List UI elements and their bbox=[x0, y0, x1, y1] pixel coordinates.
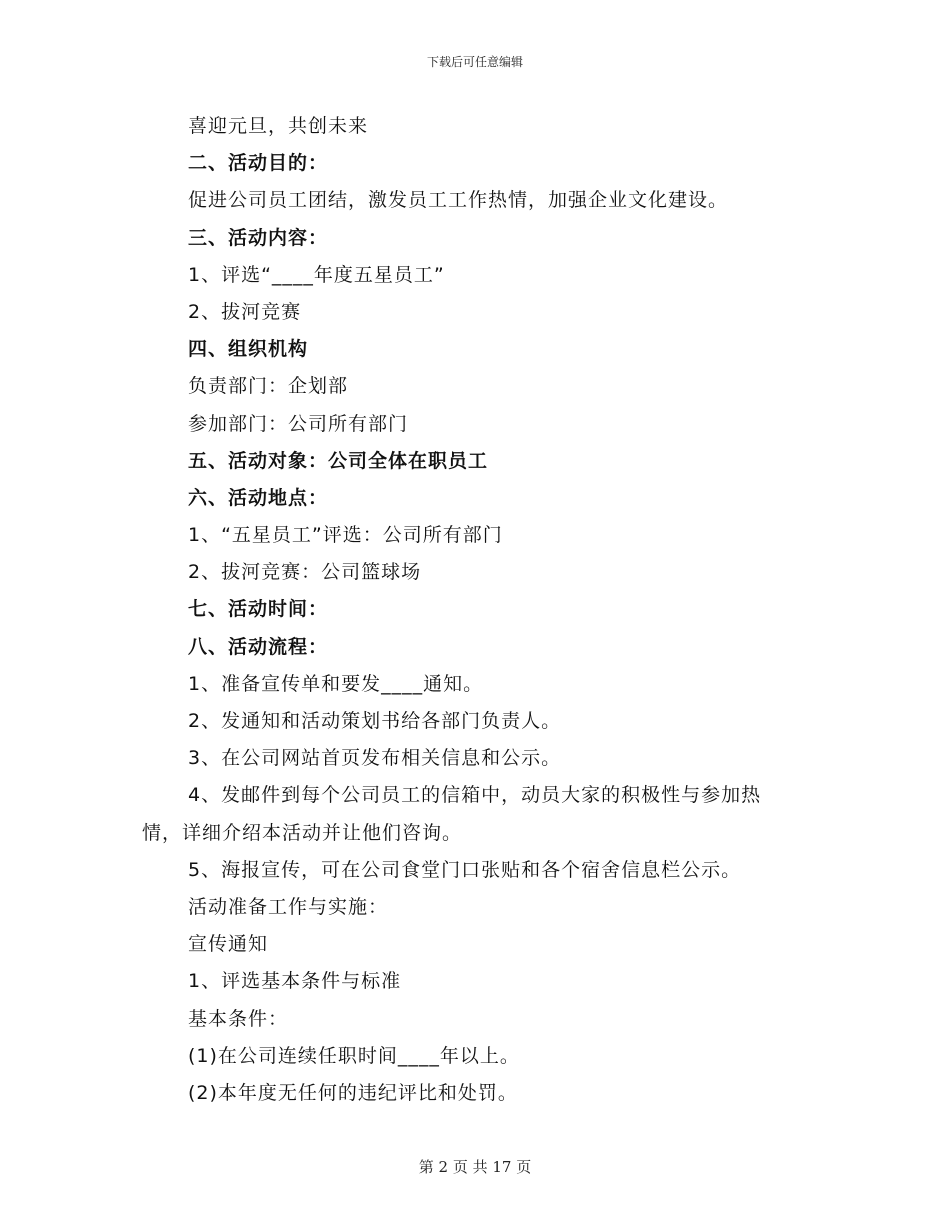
list-item: 1、评选“____年度五星员工” bbox=[188, 263, 445, 286]
section-heading: 八、活动流程： bbox=[188, 635, 329, 658]
text-line: 促进公司员工团结，激发员工工作热情，加强企业文化建设。 bbox=[188, 189, 729, 212]
list-item: 4、发邮件到每个公司员工的信箱中，动员大家的积极性与参加热 bbox=[188, 784, 762, 807]
section-heading: 二、活动目的： bbox=[188, 152, 329, 175]
section-heading: 七、活动时间： bbox=[188, 598, 329, 621]
text-line: 参加部门：公司所有部门 bbox=[188, 412, 409, 435]
text-line: 活动准备工作与实施： bbox=[188, 895, 389, 918]
list-item: 5、海报宣传，可在公司食堂门口张贴和各个宿舍信息栏公示。 bbox=[188, 858, 742, 881]
section-heading: 六、活动地点： bbox=[188, 486, 329, 509]
section-heading: 四、组织机构 bbox=[188, 338, 309, 361]
section-heading: 五、活动对象：公司全体在职员工 bbox=[188, 449, 489, 472]
section-heading: 三、活动内容： bbox=[188, 226, 329, 249]
list-item: 3、在公司网站首页发布相关信息和公示。 bbox=[188, 747, 562, 770]
text-line: 宣传通知 bbox=[188, 933, 269, 956]
list-item: 2、发通知和活动策划书给各部门负责人。 bbox=[188, 710, 562, 732]
list-item: 2、拔河竞赛：公司篮球场 bbox=[188, 561, 422, 584]
list-item: 2、拔河竞赛 bbox=[188, 300, 302, 323]
text-line: 负责部门：企划部 bbox=[188, 375, 349, 398]
list-item: (1)在公司连续任职时间____年以上。 bbox=[188, 1044, 520, 1067]
text-line: 基本条件： bbox=[188, 1007, 289, 1030]
document-body bbox=[0, 108, 950, 1112]
list-item: (2)本年度无任何的违纪评比和处罚。 bbox=[188, 1081, 518, 1104]
list-item-continuation: 情，详细介绍本活动并让他们咨询。 bbox=[142, 821, 463, 844]
page-footer: 第 2 页 共 17 页 bbox=[418, 1158, 532, 1176]
list-item: 1、准备宣传单和要发____通知。 bbox=[188, 672, 484, 695]
list-item: 1、评选基本条件与标准 bbox=[188, 970, 402, 993]
page-header: 下载后可任意编辑 bbox=[426, 55, 523, 69]
list-item: 1、“五星员工”评选：公司所有部门 bbox=[188, 524, 503, 547]
text-line: 喜迎元旦，共创未来 bbox=[188, 115, 369, 137]
